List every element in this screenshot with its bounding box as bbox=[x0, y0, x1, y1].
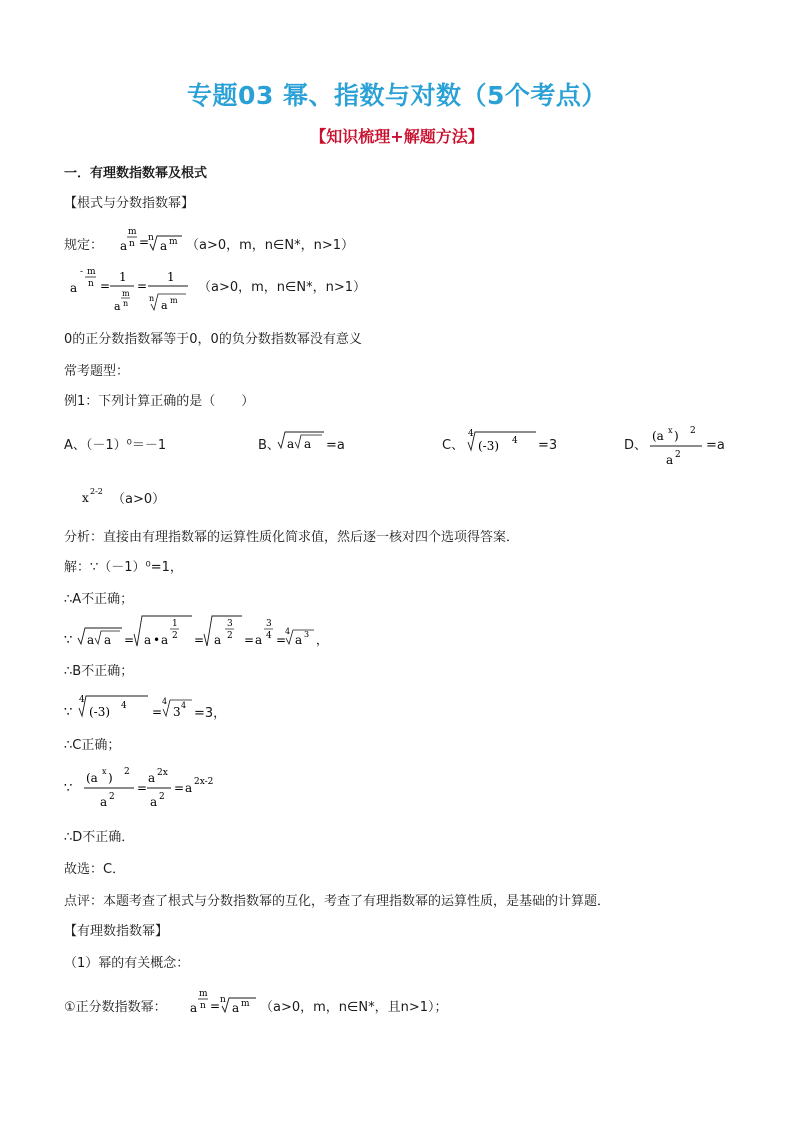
positive-fraction-label: ①正分数指数幂： bbox=[64, 1000, 167, 1015]
svg-text:m: m bbox=[122, 289, 130, 298]
definition-condition-2: （a>0，m，n∈N*，n>1） bbox=[198, 280, 366, 295]
svg-text:m: m bbox=[128, 227, 137, 237]
svg-text:4: 4 bbox=[468, 429, 474, 439]
svg-text:4: 4 bbox=[79, 695, 85, 705]
svg-text:a: a bbox=[304, 437, 312, 451]
conclusion-a: ∴A不正确； bbox=[64, 592, 134, 607]
option-b-label: B、 bbox=[258, 438, 280, 453]
svg-text:m: m bbox=[87, 267, 96, 277]
svg-text:3: 3 bbox=[173, 705, 181, 719]
svg-text:4: 4 bbox=[181, 701, 187, 710]
svg-text:a: a bbox=[161, 299, 168, 312]
svg-text:a: a bbox=[287, 437, 295, 451]
svg-text:(a: (a bbox=[652, 429, 664, 443]
svg-text:•: • bbox=[153, 633, 161, 647]
svg-text:=: = bbox=[276, 633, 287, 647]
option-c-label: C、 bbox=[442, 438, 465, 453]
svg-text:=: = bbox=[210, 999, 221, 1013]
svg-text:a: a bbox=[104, 633, 112, 647]
concept-item-1: （1）幂的有关概念： bbox=[64, 956, 190, 971]
svg-text:(-3): (-3) bbox=[89, 705, 111, 719]
svg-text:a: a bbox=[148, 771, 156, 785]
zero-power-note: 0的正分数指数幂等于0，0的负分数指数幂没有意义 bbox=[64, 332, 362, 347]
common-types-label: 常考题型： bbox=[64, 364, 130, 379]
svg-text:=: = bbox=[194, 633, 205, 647]
svg-text:n: n bbox=[123, 299, 129, 308]
conclusion-b: ∴B不正确； bbox=[64, 664, 134, 679]
svg-text:4: 4 bbox=[266, 631, 272, 641]
definition-condition-1: （a>0，m，n∈N*，n>1） bbox=[186, 238, 354, 253]
svg-text:1: 1 bbox=[172, 619, 178, 629]
positive-fraction-formula bbox=[186, 982, 266, 1022]
svg-text:x: x bbox=[668, 426, 673, 435]
svg-text:2: 2 bbox=[675, 450, 681, 460]
option-c-result: =3 bbox=[538, 438, 558, 453]
conclusion-d: ∴D不正确． bbox=[64, 830, 135, 845]
svg-text:a: a bbox=[295, 633, 303, 647]
svg-text:m: m bbox=[170, 296, 178, 305]
svg-text:2: 2 bbox=[109, 792, 115, 802]
extra-condition: （a>0） bbox=[112, 492, 166, 507]
svg-text:2-2: 2-2 bbox=[90, 487, 103, 496]
svg-text:2: 2 bbox=[159, 792, 165, 802]
svg-text:=: = bbox=[100, 279, 111, 293]
svg-text:a: a bbox=[87, 633, 95, 647]
svg-text:a: a bbox=[190, 1001, 198, 1015]
final-choice: 故选：C． bbox=[64, 862, 126, 877]
svg-text:n: n bbox=[129, 239, 135, 249]
block-heading-rational-powers: 【有理数指数幂】 bbox=[64, 924, 169, 939]
svg-text:n: n bbox=[220, 995, 226, 1005]
conclusion-c: ∴C正确； bbox=[64, 738, 121, 753]
option-b-formula bbox=[276, 426, 328, 456]
svg-text:=: = bbox=[152, 705, 163, 719]
svg-text:-: - bbox=[80, 267, 84, 277]
svg-text:): ) bbox=[674, 429, 679, 443]
svg-text:x: x bbox=[82, 491, 89, 505]
option-b-result: =a bbox=[326, 438, 345, 453]
equation-c-result: =3， bbox=[194, 706, 227, 721]
svg-text:a: a bbox=[185, 781, 193, 795]
option-d-result: =a bbox=[706, 438, 725, 453]
svg-text:2: 2 bbox=[690, 426, 696, 436]
svg-text:m: m bbox=[169, 237, 178, 247]
definition-label: 规定： bbox=[64, 238, 104, 253]
svg-text:m: m bbox=[241, 999, 250, 1009]
svg-text:3: 3 bbox=[227, 619, 233, 629]
svg-text:a: a bbox=[114, 300, 121, 313]
page-title: 专题03 幂、指数与对数（5个考点） bbox=[187, 81, 607, 110]
positive-fraction-condition: （a>0，m，n∈N*，且n>1）； bbox=[260, 1000, 448, 1015]
option-a: A、（－1）⁰＝－1 bbox=[64, 438, 167, 453]
svg-text:4: 4 bbox=[512, 436, 518, 446]
option-c-formula bbox=[460, 424, 540, 456]
svg-text:x: x bbox=[102, 767, 107, 776]
svg-text:=: = bbox=[124, 633, 135, 647]
svg-text:a: a bbox=[161, 633, 169, 647]
svg-text:1: 1 bbox=[119, 270, 127, 284]
example-question: 例1：下列计算正确的是（ ） bbox=[64, 394, 255, 409]
svg-text:2: 2 bbox=[227, 631, 233, 641]
option-d-formula bbox=[642, 422, 714, 472]
svg-text:4: 4 bbox=[121, 701, 127, 711]
svg-text:a: a bbox=[232, 1001, 240, 1015]
extra-expression bbox=[78, 484, 110, 508]
svg-text:3: 3 bbox=[266, 619, 272, 629]
block-heading-radicals: 【根式与分数指数幂】 bbox=[64, 196, 195, 211]
svg-text:2x-2: 2x-2 bbox=[194, 777, 214, 787]
section-heading: 一．有理数指数幂及根式 bbox=[64, 166, 208, 181]
svg-text:1: 1 bbox=[167, 270, 175, 284]
svg-text:，: ， bbox=[316, 633, 329, 647]
solution-step-1: 解：∵（－1）⁰=1， bbox=[64, 560, 183, 575]
svg-text:): ) bbox=[108, 771, 113, 785]
svg-text:2: 2 bbox=[172, 631, 178, 641]
svg-text:a: a bbox=[120, 239, 128, 253]
svg-text:∵: ∵ bbox=[64, 705, 73, 720]
svg-text:n: n bbox=[200, 1001, 206, 1011]
svg-text:∵: ∵ bbox=[64, 781, 73, 796]
svg-text:a: a bbox=[70, 281, 78, 295]
analysis-text: 分析：直接由有理指数幂的运算性质化简求值，然后逐一核对四个选项得答案． bbox=[64, 530, 520, 545]
svg-text:a: a bbox=[214, 633, 222, 647]
svg-text:=: = bbox=[244, 633, 255, 647]
svg-text:3: 3 bbox=[304, 630, 310, 639]
svg-text:n: n bbox=[88, 279, 94, 289]
definition-formula-2 bbox=[64, 262, 204, 322]
svg-text:4: 4 bbox=[285, 627, 291, 636]
equation-d bbox=[64, 762, 254, 814]
svg-text:=: = bbox=[137, 781, 148, 795]
page-subtitle: 【知识梳理+解题方法】 bbox=[310, 127, 484, 146]
svg-text:a: a bbox=[144, 633, 152, 647]
svg-text:∵: ∵ bbox=[64, 633, 73, 648]
svg-text:a: a bbox=[150, 795, 158, 809]
comment-text: 点评：本题考查了根式与分数指数幂的互化，考查了有理指数幂的运算性质，是基础的计算题． bbox=[64, 894, 611, 909]
svg-text:=: = bbox=[139, 235, 150, 249]
svg-text:=: = bbox=[137, 279, 148, 293]
svg-text:=: = bbox=[174, 781, 185, 795]
svg-text:n: n bbox=[148, 233, 154, 243]
svg-text:a: a bbox=[160, 239, 168, 253]
svg-text:(a: (a bbox=[86, 771, 98, 785]
svg-text:2x: 2x bbox=[157, 768, 168, 778]
svg-text:n: n bbox=[149, 294, 155, 303]
svg-text:4: 4 bbox=[162, 697, 168, 706]
svg-text:2: 2 bbox=[124, 767, 130, 777]
svg-text:a: a bbox=[100, 795, 108, 809]
svg-text:m: m bbox=[199, 989, 208, 999]
svg-text:a: a bbox=[666, 453, 674, 467]
svg-text:(-3): (-3) bbox=[478, 439, 500, 453]
svg-text:a: a bbox=[255, 633, 263, 647]
option-d-label: D、 bbox=[624, 438, 648, 453]
equation-b bbox=[64, 612, 334, 656]
